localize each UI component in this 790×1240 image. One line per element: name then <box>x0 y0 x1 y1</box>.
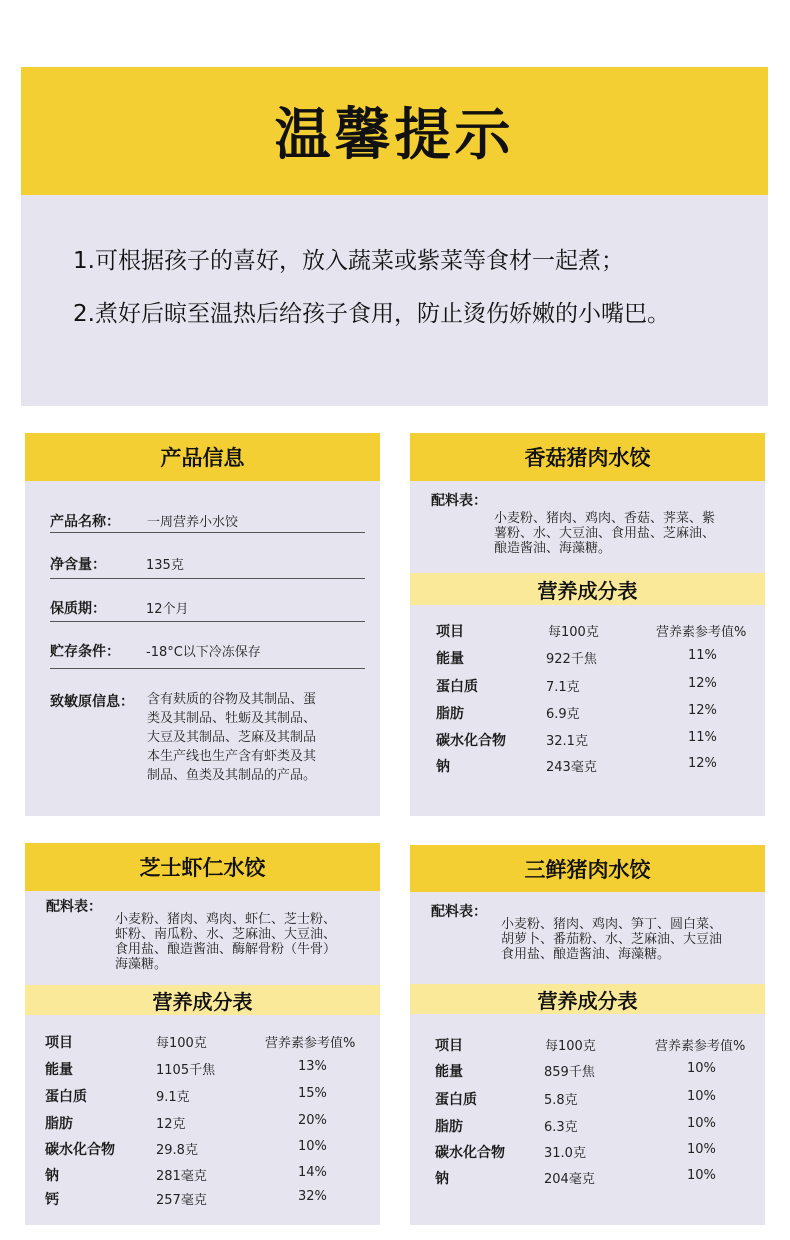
info-value: -18°C以下冷冻保存 <box>146 645 261 660</box>
ingredients-line: 薯粉、水、大豆油、食用盐、芝麻油、 <box>494 526 716 541</box>
header-item: 项目 <box>436 624 464 640</box>
ingredients-line: 小麦粉、猪肉、鸡肉、香菇、荠菜、紫 <box>494 511 716 526</box>
tip-line: 2.煮好后晾至温热后给孩子食用，防止烫伤娇嫩的小嘴巴。 <box>73 301 670 327</box>
ingredients-label: 配料表： <box>431 904 487 920</box>
ingredients-text <box>501 917 722 962</box>
nutrition-row: 能量 922千焦 11% <box>436 648 717 667</box>
info-label: 保质期： <box>50 601 106 617</box>
ingredients-line: 小麦粉、猪肉、鸡肉、虾仁、芝士粉、 <box>115 912 337 927</box>
ingredients-line: 小麦粉、猪肉、鸡肉、笋丁、圆白菜、 <box>501 917 723 932</box>
header-item: 项目 <box>45 1035 73 1051</box>
header-per100: 每100克 <box>545 1039 596 1054</box>
nutrition-header <box>410 621 765 641</box>
product-body <box>410 892 765 1225</box>
info-label: 产品名称： <box>50 514 120 530</box>
nutrition-row: 碳水化合物 31.0克 10% <box>435 1142 716 1161</box>
header-item: 项目 <box>435 1038 463 1054</box>
nutrition-row: 脂肪 12克 20% <box>45 1113 327 1132</box>
ingredients-line: 食用盐、酿造酱油、海藻糖。 <box>501 947 671 962</box>
product-card-mushroom-pork <box>410 433 765 816</box>
ingredients-line: 酿造酱油、海藻糖。 <box>494 541 612 556</box>
allergen-line: 类及其制品、牡蛎及其制品、 <box>147 711 317 726</box>
info-value: 135克 <box>146 558 184 573</box>
header-nrv: 营养素参考值% <box>265 1036 356 1051</box>
allergen-line: 含有麸质的谷物及其制品、蛋 <box>147 692 317 707</box>
ingredients-text <box>115 912 336 972</box>
header-per100: 每100克 <box>156 1036 207 1051</box>
nutrition-row: 蛋白质 5.8克 10% <box>435 1089 716 1108</box>
ingredients-label: 配料表： <box>46 899 102 915</box>
product-title: 香菇猪肉水饺 <box>410 433 765 481</box>
tip-line: 1.可根据孩子的喜好，放入蔬菜或紫菜等食材一起煮； <box>73 248 624 274</box>
nutrition-row: 脂肪 6.3克 10% <box>435 1116 716 1135</box>
allergen-text <box>147 690 347 785</box>
header-nrv: 营养素参考值% <box>655 1039 746 1054</box>
divider <box>50 532 365 533</box>
allergen-line: 大豆及其制品、芝麻及其制品 <box>147 730 317 745</box>
tips-panel <box>21 67 768 406</box>
nutrition-row: 脂肪 6.9克 12% <box>436 703 717 722</box>
nutrition-row: 蛋白质 7.1克 12% <box>436 676 717 695</box>
product-info-body <box>25 481 380 816</box>
ingredients-line: 海藻糖。 <box>115 957 168 972</box>
product-body <box>410 481 765 816</box>
header-nrv: 营养素参考值% <box>656 625 747 640</box>
nutrition-row: 钠 204毫克 10% <box>435 1168 716 1187</box>
ingredients-line: 胡萝卜、番茄粉、水、芝麻油、大豆油 <box>501 932 723 947</box>
ingredients-line: 虾粉、南瓜粉、水、芝麻油、大豆油、 <box>115 927 337 942</box>
divider <box>50 621 365 622</box>
header-per100: 每100克 <box>548 625 599 640</box>
nutrition-row: 钠 243毫克 12% <box>436 756 717 775</box>
ingredients-label: 配料表： <box>431 493 487 509</box>
allergen-line: 本生产线也生产含有虾类及其 <box>147 749 317 764</box>
nutrition-row: 蛋白质 9.1克 15% <box>45 1086 327 1105</box>
tips-body <box>21 195 768 406</box>
nutrition-row: 钠 281毫克 14% <box>45 1165 327 1184</box>
ingredients-line: 食用盐、酿造酱油、酶解骨粉（牛骨） <box>115 942 337 957</box>
nutrition-row: 能量 859千焦 10% <box>435 1061 716 1080</box>
tips-title: 温馨提示 <box>274 103 515 168</box>
info-value: 12个月 <box>146 602 189 617</box>
tips-header <box>21 67 768 195</box>
product-card-three-fresh-pork <box>410 845 765 1225</box>
nutrition-row: 能量 1105千焦 13% <box>45 1059 327 1078</box>
nutrition-row: 碳水化合物 32.1克 11% <box>436 730 717 749</box>
info-label: 致敏原信息： <box>50 694 134 710</box>
info-label: 贮存条件： <box>50 644 120 660</box>
nutrition-row: 钙 257毫克 32% <box>45 1189 327 1208</box>
nutrition-header <box>25 1032 380 1052</box>
nutrition-header <box>410 1035 765 1055</box>
nutrition-title: 营养成分表 <box>410 984 765 1014</box>
product-card-cheese-shrimp <box>25 843 380 1225</box>
nutrition-title: 营养成分表 <box>25 985 380 1015</box>
product-title: 芝士虾仁水饺 <box>25 843 380 891</box>
divider <box>50 578 365 579</box>
ingredients-text <box>494 511 715 556</box>
info-value: 一周营养小水饺 <box>147 515 239 530</box>
product-info-title: 产品信息 <box>25 433 380 481</box>
nutrition-row: 碳水化合物 29.8克 10% <box>45 1139 327 1158</box>
info-label: 净含量： <box>50 557 106 573</box>
product-body <box>25 891 380 1225</box>
product-info-card <box>25 433 380 816</box>
nutrition-title: 营养成分表 <box>410 573 765 605</box>
product-title: 三鲜猪肉水饺 <box>410 845 765 892</box>
divider <box>50 668 365 669</box>
allergen-line: 制品、鱼类及其制品的产品。 <box>147 768 317 783</box>
